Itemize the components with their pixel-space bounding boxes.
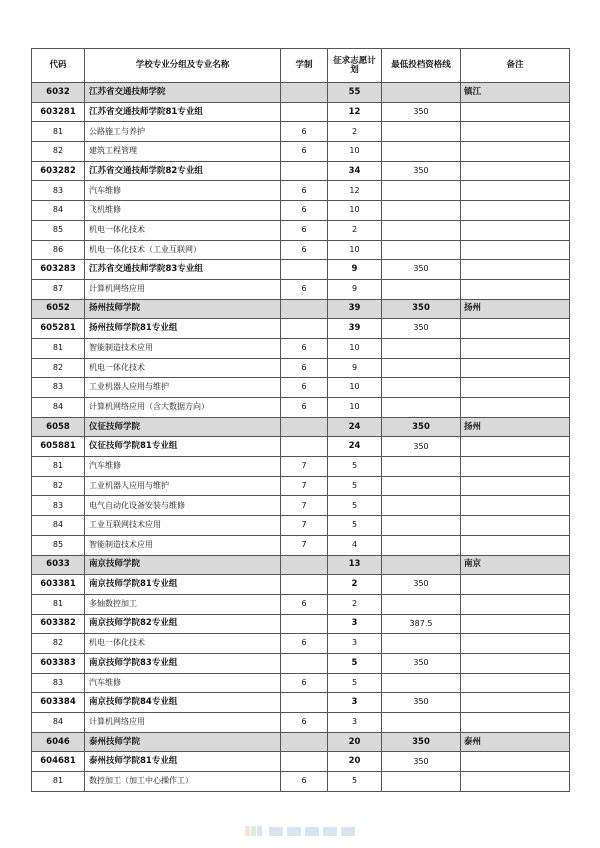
cell-code: 603384 — [32, 693, 85, 713]
cell-note — [461, 752, 570, 772]
cell-name: 扬州技师学院81专业组 — [85, 319, 281, 339]
cell-years — [281, 83, 328, 103]
cell-name: 计算机网络应用 — [85, 279, 281, 299]
cell-code: 83 — [32, 181, 85, 201]
cell-code: 605281 — [32, 319, 85, 339]
cell-score — [382, 358, 461, 378]
cell-plan: 2 — [328, 594, 382, 614]
cell-score — [382, 240, 461, 260]
cell-plan: 9 — [328, 279, 382, 299]
cell-years — [281, 319, 328, 339]
cell-plan: 10 — [328, 398, 382, 418]
cell-code: 603383 — [32, 653, 85, 673]
header-code: 代码 — [32, 49, 85, 83]
cell-score — [382, 83, 461, 103]
cell-code: 83 — [32, 673, 85, 693]
cell-plan: 9 — [328, 260, 382, 280]
cell-plan: 5 — [328, 653, 382, 673]
cell-years — [281, 614, 328, 634]
cell-name: 计算机网络应用 — [85, 713, 281, 733]
cell-name: 工业机器人应用与维护 — [85, 476, 281, 496]
cell-note — [461, 398, 570, 418]
group-row — [32, 161, 570, 181]
cell-score — [382, 634, 461, 654]
cell-years: 6 — [281, 594, 328, 614]
cell-note — [461, 535, 570, 555]
cell-score — [382, 378, 461, 398]
major-row — [32, 398, 570, 418]
cell-note — [461, 260, 570, 280]
cell-plan: 2 — [328, 122, 382, 142]
cell-code: 82 — [32, 358, 85, 378]
cell-score: 350 — [382, 575, 461, 595]
cell-note — [461, 122, 570, 142]
cell-score — [382, 181, 461, 201]
group-row — [32, 653, 570, 673]
cell-code: 603283 — [32, 260, 85, 280]
cell-code: 81 — [32, 122, 85, 142]
cell-score: 350 — [382, 260, 461, 280]
cell-score: 350 — [382, 102, 461, 122]
cell-code: 604681 — [32, 752, 85, 772]
cell-note — [461, 496, 570, 516]
cell-score: 387.5 — [382, 614, 461, 634]
major-row — [32, 338, 570, 358]
cell-plan: 5 — [328, 673, 382, 693]
cell-years — [281, 437, 328, 457]
cell-name: 仪征技师学院81专业组 — [85, 437, 281, 457]
cell-plan: 24 — [328, 417, 382, 437]
major-row — [32, 535, 570, 555]
cell-code: 83 — [32, 378, 85, 398]
major-row — [32, 476, 570, 496]
cell-score — [382, 713, 461, 733]
cell-plan: 10 — [328, 378, 382, 398]
cell-years: 6 — [281, 772, 328, 792]
cell-note — [461, 516, 570, 536]
cell-code: 81 — [32, 772, 85, 792]
cell-name: 南京技师学院83专业组 — [85, 653, 281, 673]
cell-name: 数控加工（加工中心操作工） — [85, 772, 281, 792]
cell-name: 机电一体化技术（工业互联网） — [85, 240, 281, 260]
group-row — [32, 319, 570, 339]
cell-years: 6 — [281, 122, 328, 142]
cell-code: 85 — [32, 535, 85, 555]
cell-years — [281, 161, 328, 181]
cell-name: 泰州技师学院81专业组 — [85, 752, 281, 772]
cell-years: 6 — [281, 634, 328, 654]
cell-note — [461, 378, 570, 398]
cell-code: 85 — [32, 220, 85, 240]
cell-note — [461, 713, 570, 733]
cell-note — [461, 319, 570, 339]
cell-years: 6 — [281, 673, 328, 693]
school-row — [32, 299, 570, 319]
cell-years: 6 — [281, 398, 328, 418]
major-row — [32, 772, 570, 792]
cell-years: 6 — [281, 220, 328, 240]
cell-score: 350 — [382, 732, 461, 752]
cell-code: 82 — [32, 476, 85, 496]
cell-note — [461, 338, 570, 358]
cell-name: 飞机维修 — [85, 201, 281, 221]
major-row — [32, 240, 570, 260]
cell-score: 350 — [382, 417, 461, 437]
cell-code: 84 — [32, 201, 85, 221]
cell-name: 汽车维修 — [85, 673, 281, 693]
major-row — [32, 634, 570, 654]
cell-code: 605881 — [32, 437, 85, 457]
group-row — [32, 102, 570, 122]
cell-score: 350 — [382, 752, 461, 772]
cell-plan: 10 — [328, 338, 382, 358]
cell-note — [461, 240, 570, 260]
cell-years: 6 — [281, 240, 328, 260]
cell-score — [382, 476, 461, 496]
cell-name: 南京技师学院82专业组 — [85, 614, 281, 634]
cell-name: 泰州技师学院 — [85, 732, 281, 752]
group-row — [32, 752, 570, 772]
cell-code: 603281 — [32, 102, 85, 122]
cell-plan: 3 — [328, 693, 382, 713]
cell-plan: 2 — [328, 575, 382, 595]
cell-note — [461, 220, 570, 240]
cell-score: 350 — [382, 693, 461, 713]
cell-score — [382, 457, 461, 477]
cell-name: 仪征技师学院 — [85, 417, 281, 437]
cell-score — [382, 673, 461, 693]
cell-name: 电气自动化设备安装与维修 — [85, 496, 281, 516]
school-row — [32, 732, 570, 752]
cell-name: 扬州技师学院 — [85, 299, 281, 319]
cell-note — [461, 634, 570, 654]
cell-name: 计算机网络应用（含大数据方向） — [85, 398, 281, 418]
cell-plan: 2 — [328, 220, 382, 240]
major-row — [32, 220, 570, 240]
major-row — [32, 496, 570, 516]
cell-code: 603382 — [32, 614, 85, 634]
cell-plan: 3 — [328, 634, 382, 654]
cell-code: 82 — [32, 634, 85, 654]
major-row — [32, 201, 570, 221]
cell-code: 6033 — [32, 555, 85, 575]
cell-note: 扬州 — [461, 417, 570, 437]
cell-score — [382, 201, 461, 221]
cell-name: 江苏省交通技师学院81专业组 — [85, 102, 281, 122]
cell-name: 多轴数控加工 — [85, 594, 281, 614]
cell-note — [461, 142, 570, 162]
cell-years — [281, 260, 328, 280]
cell-plan: 12 — [328, 181, 382, 201]
header-note: 备注 — [461, 49, 570, 83]
cell-name: 工业互联网技术应用 — [85, 516, 281, 536]
cell-code: 603282 — [32, 161, 85, 181]
cell-name: 江苏省交通技师学院82专业组 — [85, 161, 281, 181]
cell-name: 智能制造技术应用 — [85, 535, 281, 555]
header-score: 最低投档资格线 — [382, 49, 461, 83]
cell-score — [382, 555, 461, 575]
cell-score: 350 — [382, 161, 461, 181]
major-row — [32, 122, 570, 142]
cell-plan: 20 — [328, 732, 382, 752]
cell-name: 机电一体化技术 — [85, 634, 281, 654]
header-plan: 征求志愿计划 — [328, 49, 382, 83]
cell-years — [281, 299, 328, 319]
cell-score — [382, 516, 461, 536]
cell-note — [461, 575, 570, 595]
cell-note — [461, 161, 570, 181]
group-row — [32, 575, 570, 595]
group-row — [32, 614, 570, 634]
cell-years: 7 — [281, 476, 328, 496]
cell-score: 350 — [382, 437, 461, 457]
cell-note: 南京 — [461, 555, 570, 575]
cell-name: 江苏省交通技师学院 — [85, 83, 281, 103]
cell-score — [382, 220, 461, 240]
book-logo-icon — [245, 826, 262, 836]
major-row — [32, 378, 570, 398]
cell-name: 汽车维修 — [85, 181, 281, 201]
cell-score — [382, 398, 461, 418]
cell-years — [281, 752, 328, 772]
cell-note — [461, 279, 570, 299]
school-row — [32, 417, 570, 437]
cell-plan: 5 — [328, 457, 382, 477]
cell-note — [461, 201, 570, 221]
cell-years: 7 — [281, 535, 328, 555]
cell-plan: 39 — [328, 299, 382, 319]
header-name: 学校专业分组及专业名称 — [85, 49, 281, 83]
cell-score — [382, 279, 461, 299]
cell-years — [281, 732, 328, 752]
cell-plan: 5 — [328, 496, 382, 516]
cell-plan: 5 — [328, 516, 382, 536]
cell-name: 建筑工程管理 — [85, 142, 281, 162]
cell-years: 7 — [281, 457, 328, 477]
cell-years: 6 — [281, 338, 328, 358]
cell-plan: 4 — [328, 535, 382, 555]
group-row — [32, 260, 570, 280]
cell-years: 6 — [281, 713, 328, 733]
cell-note: 镇江 — [461, 83, 570, 103]
cell-code: 82 — [32, 142, 85, 162]
cell-note — [461, 673, 570, 693]
cell-years: 6 — [281, 201, 328, 221]
cell-score — [382, 122, 461, 142]
cell-code: 86 — [32, 240, 85, 260]
cell-name: 机电一体化技术 — [85, 358, 281, 378]
cell-years — [281, 693, 328, 713]
cell-name: 江苏省交通技师学院83专业组 — [85, 260, 281, 280]
cell-code: 6046 — [32, 732, 85, 752]
cell-name: 南京技师学院 — [85, 555, 281, 575]
cell-code: 6052 — [32, 299, 85, 319]
major-row — [32, 516, 570, 536]
cell-plan: 39 — [328, 319, 382, 339]
cell-note — [461, 457, 570, 477]
cell-score — [382, 496, 461, 516]
cell-plan: 12 — [328, 102, 382, 122]
cell-years: 6 — [281, 142, 328, 162]
cell-note: 扬州 — [461, 299, 570, 319]
table-body — [32, 83, 570, 792]
cell-name: 汽车维修 — [85, 457, 281, 477]
cell-note — [461, 594, 570, 614]
cell-score: 350 — [382, 653, 461, 673]
cell-years — [281, 653, 328, 673]
watermark-lettering — [269, 827, 355, 836]
cell-plan: 24 — [328, 437, 382, 457]
major-row — [32, 181, 570, 201]
header-years: 学制 — [281, 49, 328, 83]
admission-table — [31, 48, 570, 792]
watermark-logo — [243, 823, 367, 839]
cell-name: 工业机器人应用与维护 — [85, 378, 281, 398]
cell-score — [382, 338, 461, 358]
cell-plan: 34 — [328, 161, 382, 181]
cell-plan: 10 — [328, 240, 382, 260]
admission-table-sheet — [31, 48, 569, 792]
cell-plan: 3 — [328, 713, 382, 733]
cell-code: 6032 — [32, 83, 85, 103]
cell-score: 350 — [382, 299, 461, 319]
cell-note — [461, 653, 570, 673]
cell-code: 87 — [32, 279, 85, 299]
cell-code: 6058 — [32, 417, 85, 437]
cell-note — [461, 693, 570, 713]
cell-years — [281, 555, 328, 575]
major-row — [32, 358, 570, 378]
cell-note — [461, 358, 570, 378]
cell-years: 7 — [281, 516, 328, 536]
cell-plan: 10 — [328, 201, 382, 221]
cell-score: 350 — [382, 319, 461, 339]
group-row — [32, 693, 570, 713]
cell-years: 6 — [281, 378, 328, 398]
cell-code: 84 — [32, 398, 85, 418]
cell-score — [382, 594, 461, 614]
cell-note — [461, 476, 570, 496]
cell-code: 81 — [32, 457, 85, 477]
cell-code: 81 — [32, 338, 85, 358]
cell-score — [382, 142, 461, 162]
table-header-row — [32, 49, 570, 83]
cell-years: 6 — [281, 358, 328, 378]
cell-plan: 55 — [328, 83, 382, 103]
cell-score — [382, 772, 461, 792]
major-row — [32, 673, 570, 693]
major-row — [32, 594, 570, 614]
group-row — [32, 437, 570, 457]
cell-code: 84 — [32, 516, 85, 536]
cell-code: 83 — [32, 496, 85, 516]
cell-years — [281, 102, 328, 122]
cell-name: 智能制造技术应用 — [85, 338, 281, 358]
cell-note — [461, 181, 570, 201]
cell-plan: 9 — [328, 358, 382, 378]
cell-code: 81 — [32, 594, 85, 614]
cell-years: 6 — [281, 181, 328, 201]
cell-plan: 13 — [328, 555, 382, 575]
cell-years — [281, 575, 328, 595]
cell-note: 泰州 — [461, 732, 570, 752]
cell-note — [461, 772, 570, 792]
cell-plan: 10 — [328, 142, 382, 162]
cell-years: 6 — [281, 279, 328, 299]
cell-score — [382, 535, 461, 555]
major-row — [32, 279, 570, 299]
major-row — [32, 142, 570, 162]
cell-years — [281, 417, 328, 437]
cell-note — [461, 614, 570, 634]
cell-name: 南京技师学院84专业组 — [85, 693, 281, 713]
major-row — [32, 713, 570, 733]
cell-years: 7 — [281, 496, 328, 516]
cell-code: 84 — [32, 713, 85, 733]
school-row — [32, 83, 570, 103]
major-row — [32, 457, 570, 477]
cell-name: 公路施工与养护 — [85, 122, 281, 142]
school-row — [32, 555, 570, 575]
cell-note — [461, 437, 570, 457]
cell-name: 机电一体化技术 — [85, 220, 281, 240]
cell-code: 603381 — [32, 575, 85, 595]
cell-name: 南京技师学院81专业组 — [85, 575, 281, 595]
cell-plan: 3 — [328, 614, 382, 634]
cell-plan: 5 — [328, 476, 382, 496]
cell-plan: 20 — [328, 752, 382, 772]
cell-note — [461, 102, 570, 122]
cell-plan: 5 — [328, 772, 382, 792]
